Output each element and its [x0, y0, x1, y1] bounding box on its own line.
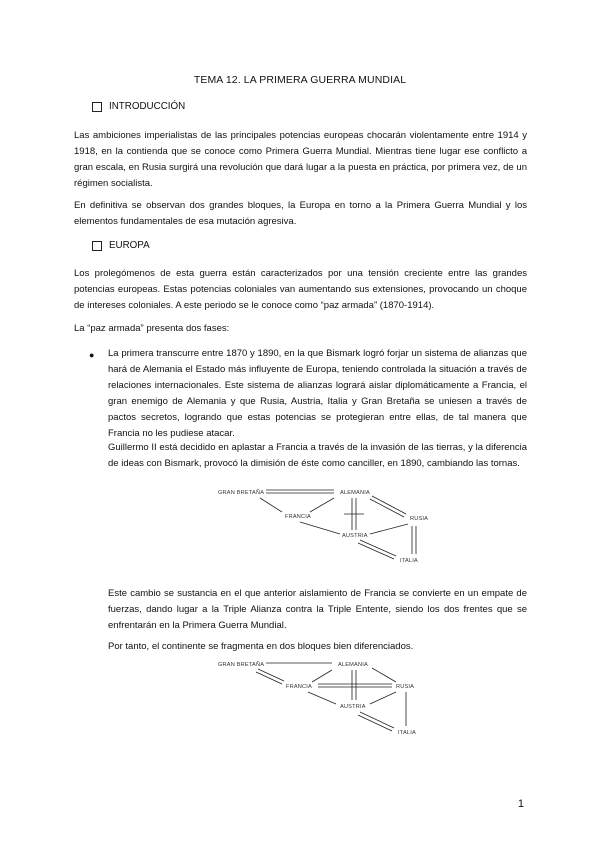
label-italia: ITALIA — [400, 558, 418, 564]
label-alemania: ALEMANIA — [340, 490, 370, 496]
paragraph-intro-1: Las ambiciones imperialistas de las principales potencias europeas chocarán violentamente entre 1914 y 1918, en la contienda que se conoce como Primera Guerra Mundial. Mientras tiene lugar ese conflicto a gran escala, en Rusia surgirá una revolución que dará lugar a la puesta en práctica, por primera vez, de un régimen socialista. — [74, 130, 527, 189]
label-austria: AUSTRIA — [342, 533, 368, 539]
label-francia: FRANCIA — [286, 684, 312, 690]
label-rusia: RUSIA — [396, 684, 415, 690]
section-label: EUROPA — [109, 240, 150, 251]
paragraph-europa-2: La “paz armada” presenta dos fases: — [74, 323, 230, 334]
paragraph-intro-2: En definitiva se observan dos grandes bloques, la Europa en torno a la Primera Guerra Mundial y los elementos fundamentales de esa mutación agresiva. — [74, 200, 527, 227]
label-italia: ITALIA — [398, 730, 416, 736]
label-rusia: RUSIA — [410, 516, 429, 522]
label-alemania: ALEMANIA — [338, 662, 368, 668]
label-gran-bretana: GRAN BRETAÑA — [218, 662, 265, 668]
page-number: 1 — [517, 798, 524, 810]
label-austria: AUSTRIA — [340, 704, 366, 710]
page-title: TEMA 12. LA PRIMERA GUERRA MUNDIAL — [193, 74, 407, 86]
section-label: INTRODUCCIÓN — [109, 101, 186, 112]
alliance-diagram-1 — [200, 484, 450, 570]
alliance-diagram-2 — [200, 658, 450, 744]
paragraph-phase-2: Este cambio se sustancia en el que anterior aislamiento de Francia se convierte en un empate de fuerzas, dando lugar a la Triple Alianza contra la Triple Entente, siendo los dos frentes que se enfrentarán en la Primera Guerra Mundial. — [108, 588, 527, 631]
section-europa — [92, 240, 150, 251]
label-gran-bretana: GRAN BRETAÑA — [218, 490, 265, 496]
bullet-icon: ● — [89, 350, 95, 360]
checkbox-icon — [92, 241, 102, 251]
paragraph-phase-2b: Por tanto, el continente se fragmenta en dos bloques bien diferenciados. — [108, 641, 414, 652]
checkbox-icon — [92, 102, 102, 112]
section-introduccion — [92, 101, 185, 112]
paragraph-phase-1b: Guillermo II está decidido en aplastar a Francia a través de la invasión de las tierras, y la diferencia de ideas con Bismark, provocó la dimisión de éste como canciller, en 1890, cambiando las tornas. — [108, 442, 527, 469]
label-francia: FRANCIA — [285, 514, 311, 520]
paragraph-europa-1: Los prolegómenos de esta guerra están caracterizados por una tensión creciente entre las grandes potencias europeas. Estas potencias coloniales van aumentando sus extensiones, provocando un choque de intereses coloniales. A este periodo se le conoce como “paz armada” (1870-1914). — [74, 268, 527, 311]
paragraph-phase-1: La primera transcurre entre 1870 y 1890, en la que Bismark logró forjar un sistema de alianzas que hará de Alemania el Estado más influyente de Europa, teniendo controlada la situación a través de relaciones internacionales. Este sistema de alianzas logrará aislar diplomáticamente a Francia, el gran enemigo de Alemania y que Rusia, Austria, Italia y Gran Bretaña se uniesen a través de pactos secretos, logrando que estas potencias se protegieran entre ellas, de tal manera que Francia no les pudiese atacar. — [108, 348, 527, 439]
